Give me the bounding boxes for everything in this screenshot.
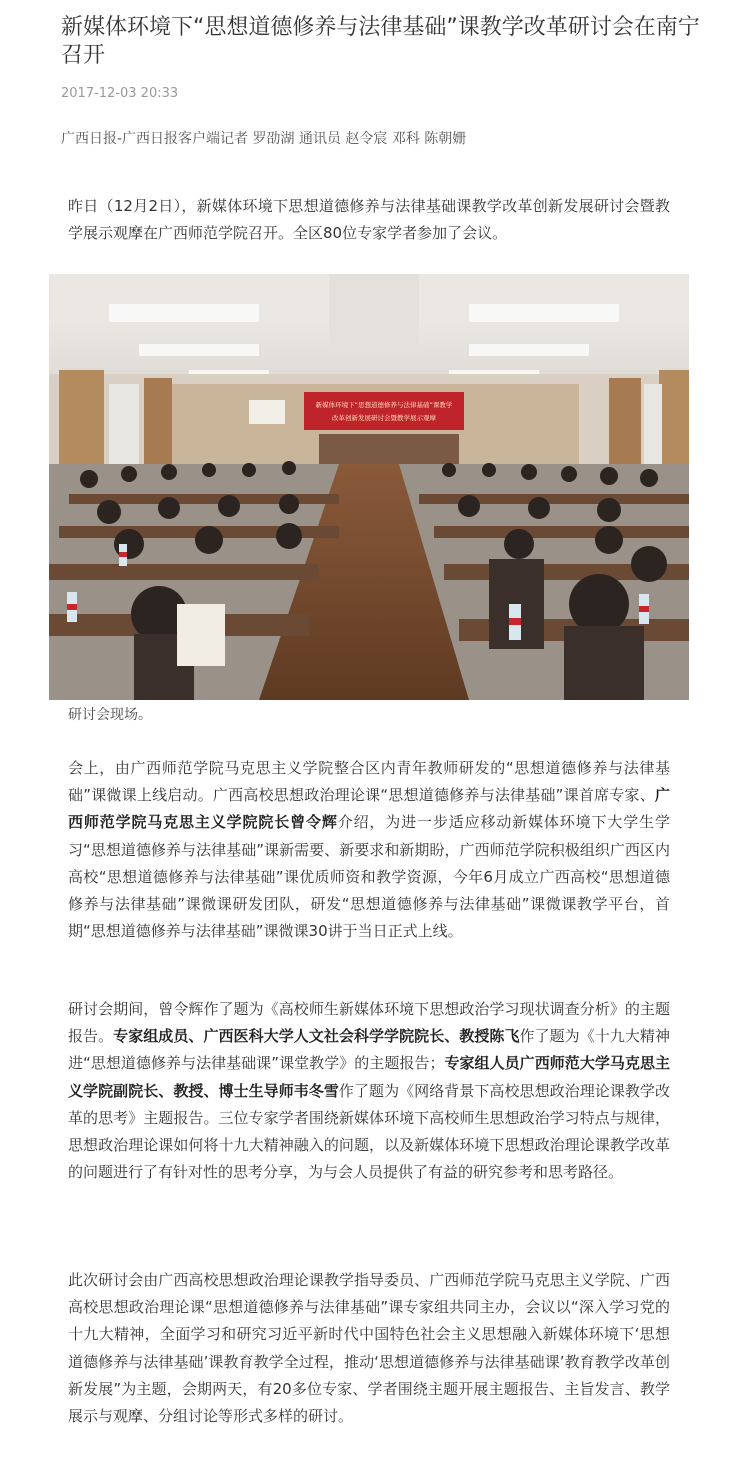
photo-caption: 研讨会现场。 xyxy=(68,707,152,723)
banner-text-line1: 新媒体环境下“思想道德修养与法律基础”课教学 xyxy=(315,401,453,409)
paragraph-2-text-1: 会上，由广西师范学院马克思主义学院整合区内青年教师研发的“思想道德修养与法律基础”课微课上线启动。广西高校思想政治理论课“思想道德修养与法律基础”课首席专家、 xyxy=(68,759,670,805)
paragraph-4: 此次研讨会由广西高校思想政治理论课教学指导委员、广西师范学院马克思主义学院、广西高校思想政治理论课“思想道德修养与法律基础”课专家组共同主办，会议以“深入学习党的十九大精神，全面学习和研究习近平新时代中国特色社会主义思想融入新媒体环境下‘思想道德修养与法律基础’课教育教学全过程，推动‘思想道德修养与法律基础课’教育教学改革创新发展”为主题，会期两天，有20多位专家、学者围绕主题开展主题报告、主旨发言、教学展示与观摩、分组讨论等形式多样的研讨。 xyxy=(68,1271,670,1426)
paragraph-3-bold-1: 专家组成员、广西医科大学人文社会科学学院院长、教授陈飞 xyxy=(113,1027,520,1046)
paragraph-2-text-2: 介绍，为进一步适应移动新媒体环境下大学生学习“思想道德修养与法律基础”课新需要、新要求和新期盼，广西师范学院积极组织广西区内高校“思想道德修养与法律基础”课优质师资和教学资源，今年6月成立广西高校“思想道德修养与法律基础”课微课研发团队，研发“思想道德修养与法律基础”课微课教学平台，首期“思想道德修养与法律基础”课微课30讲于当日正式上线。 xyxy=(68,813,670,941)
publish-date: 2017-12-03 20:33 xyxy=(61,86,179,101)
banner-text-line2: 改革创新发展研讨会暨教学展示观摩 xyxy=(332,414,436,422)
paragraph-3-text-3: 作了题为《网络背景下高校思想政治理论课教学改革的思考》主题报告。三位专家学者围绕新媒体环境下高校师生思想政治学习特点与规律，思想政治理论课如何将十九大精神融入的问题，以及新媒体环境下思想政治理论课教学改革的问题进行了有针对性的思考分享，为与会人员提供了有益的研究参考和思考路径。 xyxy=(68,1081,670,1182)
paragraph-2-bold-1: 广西师范学院马克思主义学院院长曾令辉 xyxy=(68,786,670,832)
paragraph-2 xyxy=(68,755,670,945)
paragraph-3 xyxy=(68,996,670,1186)
paragraph-3-text-2: 作了题为《十九大精神进“思想道德修养与法律基础课”课堂教学》的主题报告； xyxy=(68,1027,670,1073)
paragraph-3-bold-2: 专家组人员广西师范大学马克思主义学院副院长、教授、博士生导师韦冬雪 xyxy=(68,1054,670,1100)
conference-photo xyxy=(49,274,689,700)
article-title: 新媒体环境下“思想道德修养与法律基础”课教学改革研讨会在南宁召开 xyxy=(61,15,700,68)
paragraph-3-text-1: 研讨会期间，曾令辉作了题为《高校师生新媒体环境下思想政治学习现状调查分析》的主题报告。 xyxy=(68,1000,670,1046)
byline: 广西日报-广西日报客户端记者 罗劭湖 通讯员 赵令宸 邓科 陈朝姗 xyxy=(61,131,467,147)
intro-paragraph: 昨日（12月2日），新媒体环境下思想道德修养与法律基础课教学改革创新发展研讨会暨教学展示观摩在广西师范学院召开。全区80位专家学者参加了会议。 xyxy=(68,197,670,243)
